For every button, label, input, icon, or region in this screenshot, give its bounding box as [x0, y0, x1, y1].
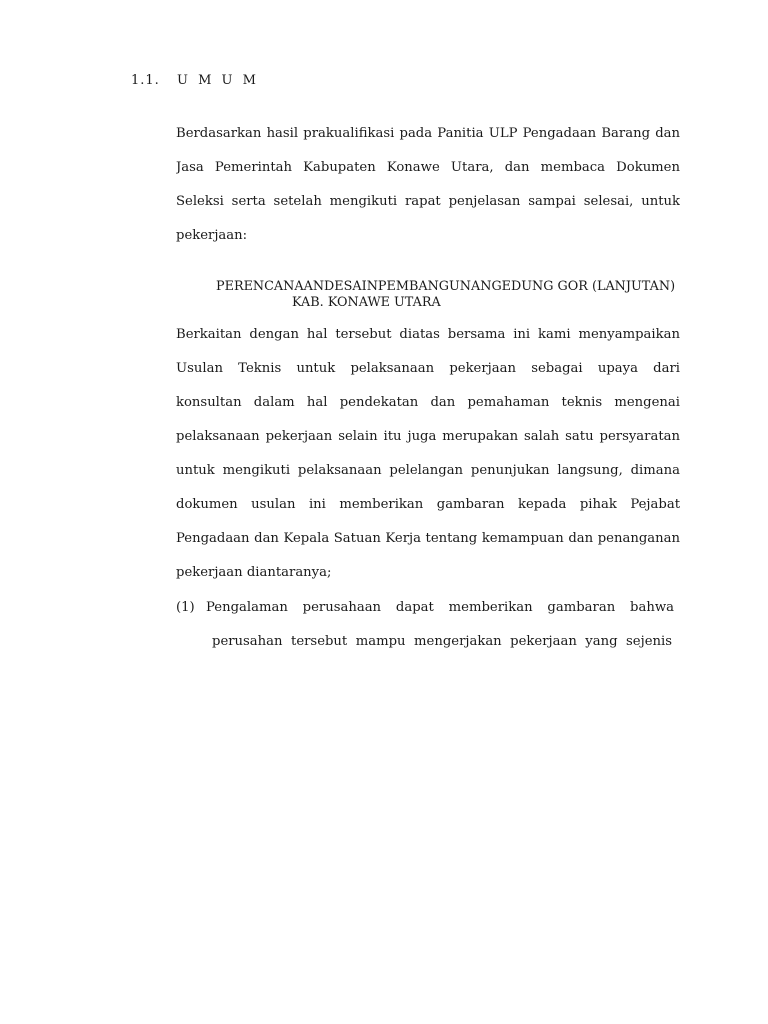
paragraph-line: untuk mengikuti pelaksanaan pelelangan penunjukan langsung, dimana: [176, 463, 680, 478]
project-title-line-2: KAB. KONAWE UTARA: [292, 295, 441, 310]
paragraph-line: Pengadaan dan Kepala Satuan Kerja tentang kemampuan dan penanganan: [176, 531, 680, 546]
list-item-line-2: perusahan tersebut mampu mengerjakan pekerjaan yang sejenis: [212, 634, 672, 649]
project-title-line-1: PERENCANAANDESAINPEMBANGUNANGEDUNG GOR (LANJUTAN): [216, 279, 676, 294]
list-marker: (1): [176, 600, 195, 615]
section-heading: [131, 73, 259, 88]
paragraph-line: Usulan Teknis untuk pelaksanaan pekerjaan sebagai upaya dari: [176, 361, 680, 376]
paragraph-line: Seleksi serta setelah mengikuti rapat penjelasan sampai selesai, untuk: [176, 194, 680, 209]
section-number: 1.1.: [131, 73, 160, 88]
numbered-list-item: [176, 598, 680, 666]
paragraph-line: konsultan dalam hal pendekatan dan pemahaman teknis mengenai: [176, 395, 680, 410]
paragraph-line: dokumen usulan ini memberikan gambaran kepada pihak Pejabat: [176, 497, 680, 512]
section-title: U M U M: [177, 73, 259, 88]
paragraph-line: pekerjaan diantaranya;: [176, 565, 332, 580]
body-paragraph: [176, 325, 680, 597]
paragraph-line: Jasa Pemerintah Kabupaten Konawe Utara, dan membaca Dokumen: [176, 160, 680, 175]
project-title: [176, 279, 680, 311]
paragraph-line: Berdasarkan hasil prakualifikasi pada Panitia ULP Pengadaan Barang dan: [176, 126, 680, 141]
paragraph-line: pelaksanaan pekerjaan selain itu juga merupakan salah satu persyaratan: [176, 429, 680, 444]
intro-paragraph: [176, 124, 680, 260]
paragraph-line: pekerjaan:: [176, 228, 248, 243]
paragraph-line: Berkaitan dengan hal tersebut diatas bersama ini kami menyampaikan: [176, 327, 680, 342]
list-item-line-1: Pengalaman perusahaan dapat memberikan gambaran bahwa: [206, 600, 674, 615]
